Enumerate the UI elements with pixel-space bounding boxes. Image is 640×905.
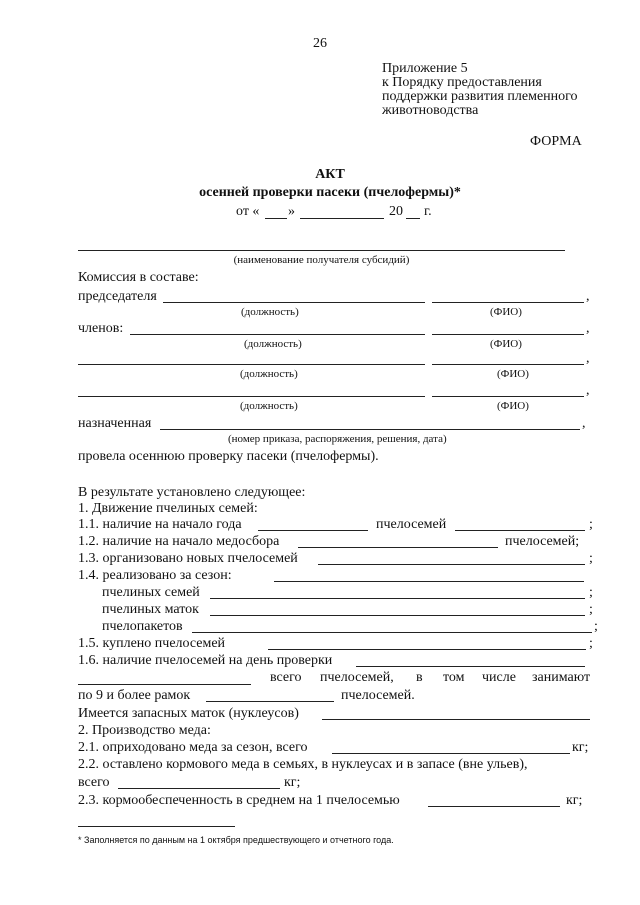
item-2-3-field[interactable] — [428, 806, 560, 807]
item-1-5-label: 1.5. куплено пчелосемей — [78, 636, 226, 651]
member3-position-caption: (должность) — [240, 400, 298, 412]
item-1-2-field[interactable] — [298, 547, 498, 548]
item-1-5-field[interactable] — [268, 649, 586, 650]
date-day-field[interactable] — [265, 218, 287, 219]
item-2-1-unit: кг; — [572, 740, 589, 755]
appointed-label: назначенная — [78, 416, 152, 431]
word-v: в — [416, 670, 423, 685]
date-mid: » — [288, 204, 295, 219]
date-year: 20 — [389, 204, 403, 219]
date-prefix: от « — [236, 204, 260, 219]
member2-fio-field[interactable] — [432, 364, 584, 365]
act-title: АКТ — [315, 167, 345, 182]
section-1-title: 1. Движение пчелиных семей: — [78, 501, 258, 516]
item-2-3-unit: кг; — [566, 793, 583, 808]
members-label: членов: — [78, 321, 124, 336]
conducted-text: провела осеннюю проверку пасеки (пчелофермы). — [78, 449, 379, 464]
member2-position-caption: (должность) — [240, 368, 298, 380]
item-2-2-unit: кг; — [284, 775, 301, 790]
item-1-2-label: 1.2. наличие на начало медосбора — [78, 534, 280, 549]
item-1-4-label: 1.4. реализовано за сезон: — [78, 568, 232, 583]
bee-families-field[interactable] — [210, 598, 585, 599]
chairman-fio-caption: (ФИО) — [490, 306, 522, 318]
item-1-2-unit: пчелосемей; — [505, 534, 580, 549]
chairman-label: председателя — [78, 289, 157, 304]
member1-fio-field[interactable] — [432, 334, 584, 335]
order-caption: (номер приказа, распоряжения, решения, дата) — [228, 433, 447, 445]
item-1-6-label: 1.6. наличие пчелосемей на день проверки — [78, 653, 333, 668]
word-tom: том — [443, 670, 465, 685]
item-2-1-field[interactable] — [332, 753, 570, 754]
word-occupy: занимают — [532, 670, 591, 685]
chairman-position-caption: (должность) — [241, 306, 299, 318]
packages-field[interactable] — [192, 632, 592, 633]
date-suffix: г. — [424, 204, 432, 219]
member1-position-field[interactable] — [130, 334, 425, 335]
chairman-position-field[interactable] — [163, 302, 425, 303]
item-1-4-packages: пчелопакетов — [102, 619, 183, 634]
member3-fio-caption: (ФИО) — [497, 400, 529, 412]
appendix-line-3: поддержки развития племенного — [382, 89, 578, 104]
spare-queens-label: Имеется запасных маток (нуклеусов) — [78, 706, 299, 721]
item-1-1-field-a[interactable] — [258, 530, 368, 531]
recipient-caption: (наименование получателя субсидий) — [233, 254, 410, 266]
item-1-6-field[interactable] — [356, 666, 585, 667]
member1-position-caption: (должность) — [244, 338, 302, 350]
member3-fio-field[interactable] — [432, 396, 584, 397]
appendix-line-1: Приложение 5 — [382, 61, 468, 76]
word-bees: пчелосемей, — [320, 670, 394, 685]
section-2-title: 2. Производство меда: — [78, 723, 211, 738]
word-total: всего — [270, 670, 302, 685]
item-2-3-label: 2.3. кормообеспеченность в среднем на 1 пчелосемью — [78, 793, 400, 808]
act-subtitle: осенней проверки пасеки (пчелофермы)* — [199, 185, 461, 200]
item-1-3-field[interactable] — [318, 564, 585, 565]
item-1-4-bee-families: пчелиных семей — [102, 585, 200, 600]
spare-queens-field[interactable] — [322, 719, 590, 720]
member2-position-field[interactable] — [78, 364, 425, 365]
item-1-4-field[interactable] — [274, 581, 584, 582]
item-1-6-total-field[interactable] — [78, 684, 251, 685]
word-chisle: числе — [482, 670, 516, 685]
item-1-1-label: 1.1. наличие на начало года — [78, 517, 242, 532]
recipient-field[interactable] — [78, 250, 565, 251]
appendix-line-2: к Порядку предоставления — [382, 75, 542, 90]
appointed-order-field[interactable] — [160, 429, 580, 430]
appendix-line-4: животноводства — [382, 103, 479, 118]
frames-unit: пчелосемей. — [341, 688, 415, 703]
footnote-divider — [78, 826, 235, 827]
results-intro: В результате установлено следующее: — [78, 485, 306, 500]
page-number: 26 — [313, 36, 327, 51]
queens-field[interactable] — [210, 615, 585, 616]
member3-position-field[interactable] — [78, 396, 425, 397]
footnote-text: * Заполняется по данным на 1 октября предшествующего и отчетного года. — [78, 835, 394, 845]
date-year-field[interactable] — [406, 218, 420, 219]
date-month-field[interactable] — [300, 218, 384, 219]
commission-intro: Комиссия в составе: — [78, 270, 199, 285]
item-2-1-label: 2.1. оприходовано меда за сезон, всего — [78, 740, 308, 755]
item-2-2-field[interactable] — [118, 788, 280, 789]
item-1-1-field-b[interactable] — [455, 530, 585, 531]
item-1-3-label: 1.3. организовано новых пчелосемей — [78, 551, 298, 566]
item-2-2-total-label: всего — [78, 775, 110, 790]
member1-fio-caption: (ФИО) — [490, 338, 522, 350]
item-2-2-label: 2.2. оставлено кормового меда в семьях, в нуклеусах и в запасе (вне ульев), — [78, 757, 528, 772]
item-1-4-queens: пчелиных маток — [102, 602, 199, 617]
form-label: ФОРМА — [530, 134, 582, 149]
chairman-fio-field[interactable] — [432, 302, 584, 303]
member2-fio-caption: (ФИО) — [497, 368, 529, 380]
frames-label: по 9 и более рамок — [78, 688, 191, 703]
item-1-1-unit: пчелосемей — [376, 517, 447, 532]
frames-field[interactable] — [206, 701, 334, 702]
